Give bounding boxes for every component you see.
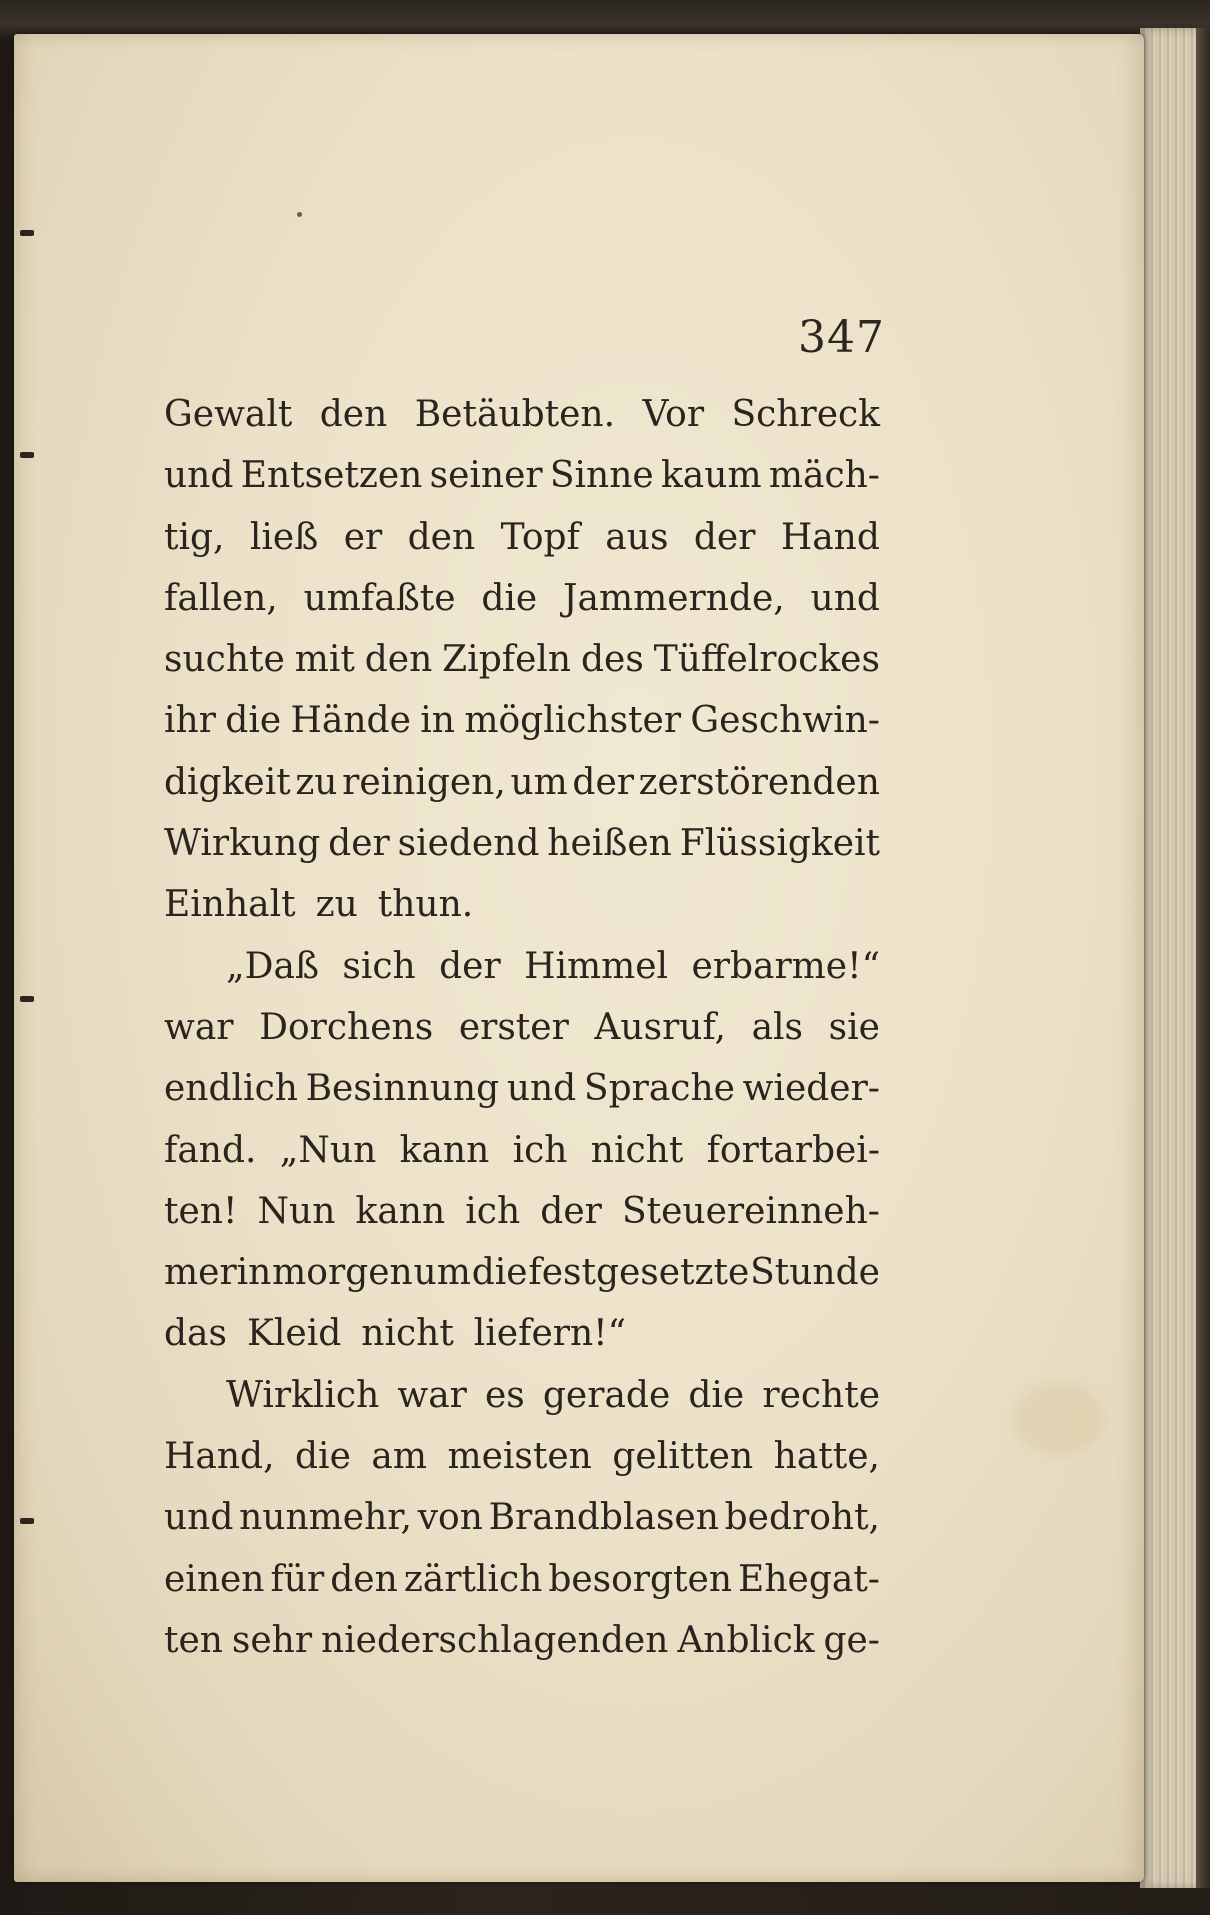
word: bedroht,	[724, 1497, 880, 1539]
word: ließ	[249, 516, 319, 558]
text-line	[164, 394, 880, 455]
text-line	[164, 1313, 880, 1374]
word: Vor	[642, 394, 705, 435]
word: Jammernde,	[563, 577, 785, 619]
word: der	[439, 945, 501, 987]
word: den	[364, 639, 433, 681]
word: das	[164, 1313, 227, 1355]
word: Geschwin-	[690, 700, 880, 742]
word: Flüssigkeit	[679, 823, 880, 865]
word: liefern!“	[473, 1313, 627, 1355]
word: die	[481, 577, 538, 619]
word: „Daß	[226, 945, 320, 987]
word: heißen	[547, 823, 672, 865]
word: war	[397, 1374, 467, 1416]
word: Himmel	[524, 945, 669, 987]
word: als	[751, 1006, 804, 1048]
word: siedend	[397, 823, 540, 865]
text-line	[164, 700, 880, 761]
word: meisten	[447, 1436, 592, 1478]
margin-tab	[20, 1518, 34, 1524]
word: den	[330, 1558, 398, 1600]
word: seiner	[429, 455, 543, 497]
text-line	[164, 1068, 880, 1129]
word: Sprache	[583, 1068, 735, 1110]
word: erster	[458, 1006, 569, 1048]
word: zerstörenden	[638, 761, 880, 803]
word: kaum	[660, 455, 762, 497]
word: ten!	[164, 1190, 238, 1232]
book-cover-edge	[1196, 28, 1210, 1888]
text-line	[164, 884, 880, 945]
word: zu	[295, 761, 338, 803]
word: Ausruf,	[594, 1006, 726, 1048]
paper-stain	[1014, 1384, 1104, 1454]
word: Schreck	[731, 394, 880, 435]
word: Anblick	[677, 1619, 815, 1661]
text-line	[164, 639, 880, 700]
word: kann	[399, 1129, 490, 1171]
word: ich	[512, 1129, 568, 1171]
word: „Nun	[279, 1129, 377, 1171]
word: der	[540, 1190, 602, 1232]
word: morgen	[272, 1252, 413, 1294]
word: Hände	[290, 700, 411, 742]
word: die	[471, 1252, 528, 1294]
word: zärtlich	[403, 1558, 543, 1600]
word: ich	[465, 1190, 521, 1232]
word: rechte	[762, 1374, 880, 1416]
word: der	[693, 516, 756, 558]
word: erbarme!“	[691, 945, 880, 987]
word: endlich	[164, 1068, 298, 1110]
word: der	[572, 761, 634, 803]
word: Nun	[257, 1190, 336, 1232]
word: von	[417, 1497, 483, 1539]
word: für	[270, 1558, 325, 1600]
word: gelitten	[612, 1436, 754, 1478]
text-line	[164, 517, 880, 578]
word: Sinne	[549, 455, 654, 497]
word: kann	[355, 1190, 446, 1232]
word: Besinnung	[305, 1068, 500, 1110]
word: möglichster	[464, 700, 682, 742]
word: am	[371, 1436, 427, 1478]
word: Dorchens	[259, 1006, 434, 1048]
word: fallen,	[164, 577, 278, 619]
text-line	[164, 762, 880, 823]
text-line	[164, 946, 880, 1007]
text-line	[164, 1559, 880, 1620]
word: mit	[294, 639, 355, 681]
word: ihr	[164, 700, 216, 742]
word: sie	[828, 1006, 880, 1048]
word: festgesetzte	[528, 1252, 750, 1294]
word: und	[810, 577, 880, 619]
word: Gewalt	[164, 394, 293, 435]
text-line	[164, 1130, 880, 1191]
word: sich	[342, 945, 416, 987]
word: gerade	[542, 1374, 671, 1416]
word: mäch-	[768, 455, 880, 497]
word: zu	[315, 884, 358, 926]
word: digkeit	[164, 761, 291, 803]
word: hatte,	[773, 1436, 880, 1478]
text-line	[164, 455, 880, 516]
text-line	[164, 1620, 880, 1681]
text-line	[164, 1375, 880, 1436]
text-line	[164, 1497, 880, 1558]
word: merin	[164, 1252, 272, 1294]
word: der	[328, 823, 390, 865]
text-line	[164, 1436, 880, 1497]
word: Brandblasen	[488, 1497, 719, 1539]
word: ge-	[823, 1619, 880, 1661]
word: thun.	[377, 884, 474, 926]
word: des	[580, 639, 644, 681]
word: Entsetzen	[240, 455, 423, 497]
word: und	[506, 1068, 577, 1110]
word: den	[319, 394, 388, 435]
word: tig,	[164, 516, 225, 558]
word: nicht	[361, 1313, 454, 1355]
word: er	[343, 516, 383, 558]
word: Topf	[500, 516, 580, 558]
word: Betäubten.	[414, 394, 616, 435]
word: es	[485, 1374, 525, 1416]
word: suchte	[164, 639, 285, 681]
word: um	[413, 1252, 471, 1294]
word: Zipfeln	[442, 639, 572, 681]
word: nunmehr,	[239, 1497, 412, 1539]
word: umfaßte	[303, 577, 456, 619]
word: Wirklich	[226, 1374, 380, 1416]
word: Steuereinneh-	[621, 1190, 880, 1232]
text-line	[164, 578, 880, 639]
text-line	[164, 823, 880, 884]
word: in	[420, 700, 455, 742]
word: die	[688, 1374, 745, 1416]
word: reinigen,	[342, 761, 506, 803]
page-number: 347	[798, 312, 885, 363]
paper-speck	[297, 212, 302, 217]
word: Ehegat-	[738, 1558, 880, 1600]
word: die	[295, 1436, 351, 1478]
margin-tab	[20, 452, 34, 458]
margin-tab	[20, 230, 34, 236]
word: wieder-	[742, 1068, 880, 1110]
word: um	[510, 761, 568, 803]
word: und	[164, 1497, 234, 1539]
word: Hand,	[164, 1436, 275, 1478]
margin-tab	[20, 996, 34, 1002]
word: die	[225, 700, 282, 742]
word: besorgten	[548, 1558, 733, 1600]
word: einen	[164, 1558, 265, 1600]
word: Stunde	[750, 1252, 880, 1294]
word: Hand	[780, 516, 880, 558]
word: sehr	[231, 1619, 313, 1661]
word: den	[407, 516, 476, 558]
word: ten	[164, 1619, 223, 1661]
text-line	[164, 1252, 880, 1313]
word: Wirkung	[164, 823, 321, 865]
text-line	[164, 1191, 880, 1252]
word: aus	[605, 516, 669, 558]
word: Kleid	[246, 1313, 342, 1355]
word: fand.	[164, 1129, 257, 1171]
text-line	[164, 1007, 880, 1068]
word: Tüffelrockes	[653, 639, 880, 681]
word: nicht	[590, 1129, 684, 1171]
word: fortarbei-	[706, 1129, 880, 1171]
word: war	[164, 1006, 234, 1048]
word: niederschlagenden	[320, 1619, 669, 1661]
book-page	[14, 34, 1144, 1882]
word: Einhalt	[164, 884, 296, 926]
word: und	[164, 455, 234, 497]
body-text	[164, 394, 880, 1681]
